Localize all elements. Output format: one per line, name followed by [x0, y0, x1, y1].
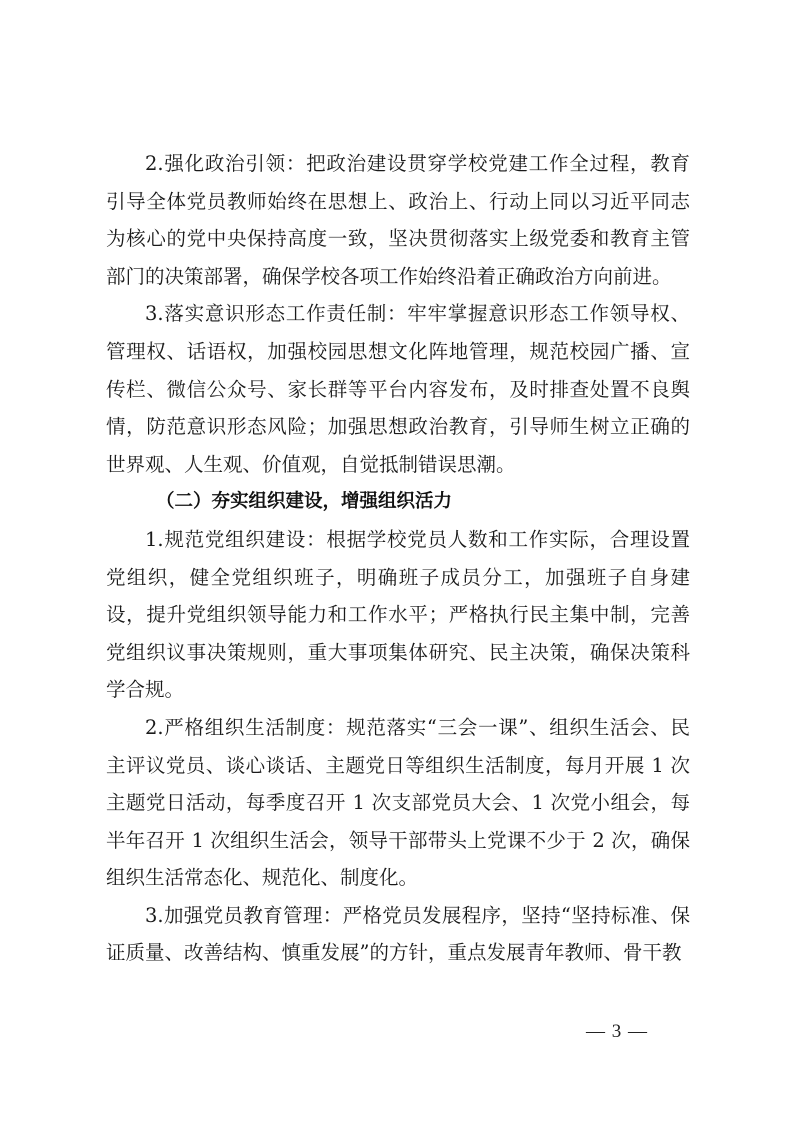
document-body — [106, 145, 690, 972]
paragraph-member-education: 3.加强党员教育管理：严格党员发展程序，坚持“坚持标准、保证质量、改善结构、慎重发展”的方针，重点发展青年教师、骨干教 — [106, 903, 690, 965]
paragraph-ideology-responsibility: 3.落实意识形态工作责任制：牢牢掌握意识形态工作领导权、管理权、话语权，加强校园思想文化阵地管理，规范校园广播、宣传栏、微信公众号、家长群等平台内容发布，及时排查处置不良舆情，防范意识形态风险；加强思想政治教育，引导师生树立正确的世界观、人生观、价值观，自觉抵制错误思潮。 — [106, 302, 690, 476]
page-number: — 3 — — [586, 1021, 648, 1042]
paragraph-organizational-life: 2.严格组织生活制度：规范落实“三会一课”、组织生活会、民主评议党员、谈心谈话、主题党日等组织生活制度，每月开展 1 次主题党日活动，每季度召开 1 次支部党员大会、1 次党小组会，每半年召开 1 次组织生活会，领导干部带头上党课不少于 2 次，确保组织生活常态化、规范化、制度化。 — [106, 715, 690, 890]
section-heading: （二）夯实组织建设，增强组织活力 — [156, 491, 453, 513]
paragraph-political-guidance: 2.强化政治引领：把政治建设贯穿学校党建工作全过程，教育引导全体党员教师始终在思想上、政治上、行动上同以习近平同志为核心的党中央保持高度一致，坚决贯彻落实上级党委和教育主管部门的决策部署，确保学校各项工作始终沿着正确政治方向前进。 — [106, 152, 690, 288]
paragraph-organization-building: 1.规范党组织建设：根据学校党员人数和工作实际，合理设置党组织，健全党组织班子，明确班子成员分工，加强班子自身建设，提升党组织领导能力和工作水平；严格执行民主集中制，完善党组织议事决策规则，重大事项集体研究、民主决策，确保决策科学合规。 — [106, 527, 690, 702]
